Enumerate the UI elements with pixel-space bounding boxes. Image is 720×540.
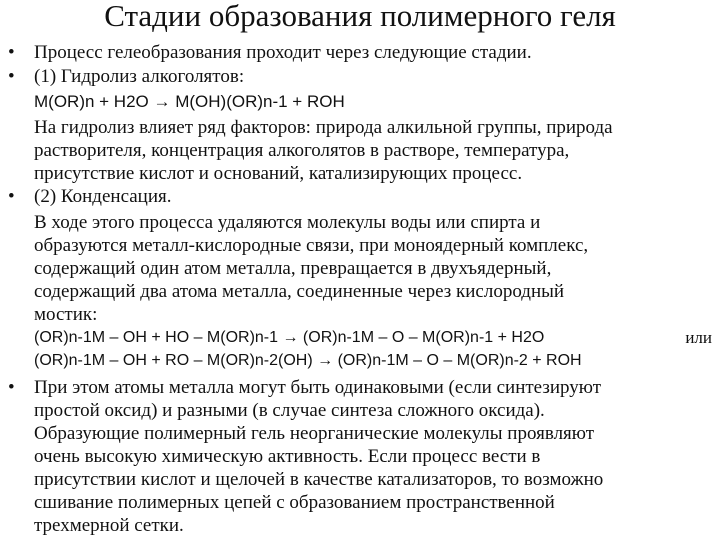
condensation-equation-water: (OR)n-1M – OH + HO – M(OR)n-1 → (OR)n-1M – O – M(OR)n-1 + H2O xyxy=(34,329,545,346)
text-line-hydrolysis-heading: (1) Гидролиз алкоголятов: xyxy=(34,66,245,87)
slide-title: Стадии образования полимерного геля xyxy=(104,0,616,33)
equation-or-word: или xyxy=(685,328,712,347)
hydrolysis-equation: M(OR)n + H2O → M(OH)(OR)n-1 + ROH xyxy=(34,92,345,111)
bullet-marker: • xyxy=(8,42,15,63)
text-line: сшивание полимерных цепей с образованием пространственной xyxy=(34,492,555,513)
text-line: образуются металл-кислородные связи, при моноядерный комплекс, xyxy=(34,235,589,256)
text-line: присутствие кислот и оснований, катализирующих процесс. xyxy=(34,163,523,184)
condensation-equation-alcohol: (OR)n-1M – OH + RO – M(OR)n-2(OH) → (OR)n-1M – O – M(OR)n-2 + ROH xyxy=(34,352,582,369)
text-line-condensation-heading: (2) Конденсация. xyxy=(34,186,172,207)
bullet-marker: • xyxy=(8,377,15,398)
text-line: очень высокую химическую активность. Если процесс вести в xyxy=(34,446,541,467)
text-line: присутствии кислот и щелочей в качестве катализаторов, то возможно xyxy=(34,469,604,490)
bullet-marker: • xyxy=(8,186,15,207)
text-line: трехмерной сетки. xyxy=(34,515,184,536)
text-line: содержащий один атом металла, превращается в двухъядерный, xyxy=(34,258,552,279)
text-line: содержащий два атома металла, соединенные через кислородный xyxy=(34,281,565,302)
text-line-stages-intro: Процесс гелеобразования проходит через следующие стадии. xyxy=(34,42,532,63)
text-line: В ходе этого процесса удаляются молекулы воды или спирта и xyxy=(34,212,541,233)
text-line: На гидролиз влияет ряд факторов: природа алкильной группы, природа xyxy=(34,117,613,138)
bullet-marker: • xyxy=(8,66,15,87)
text-line: простой оксид) и разными (в случае синтеза сложного оксида). xyxy=(34,400,545,421)
text-line: мостик: xyxy=(34,304,98,325)
text-line: При этом атомы металла могут быть одинаковыми (если синтезируют xyxy=(34,377,601,398)
text-line: Образующие полимерный гель неорганические молекулы проявляют xyxy=(34,423,595,444)
text-line: растворителя, концентрация алкоголятов в растворе, температура, xyxy=(34,140,570,161)
